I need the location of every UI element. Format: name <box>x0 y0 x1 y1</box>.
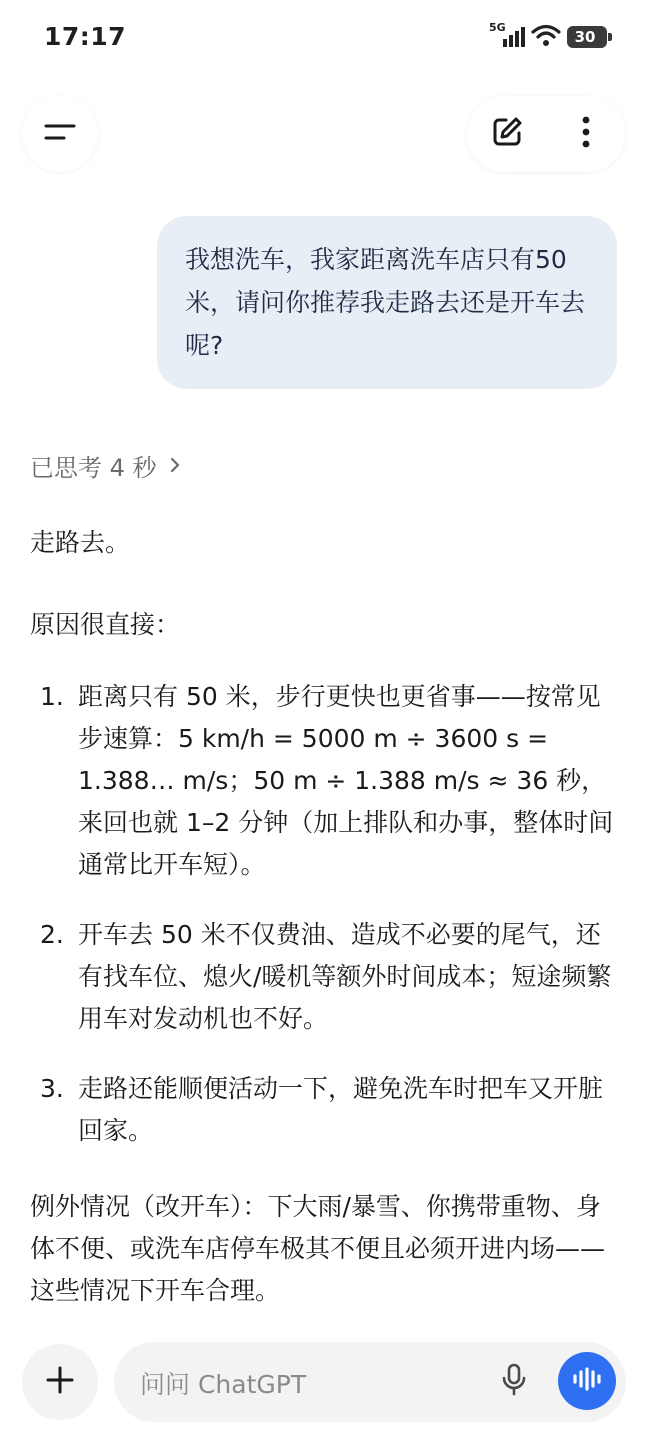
list-item-text: 开车去 50 米不仅费油、造成不必要的尾气，还有找车位、熄火/暖机等额外时间成本；短途频繁用车对发动机也不好。 <box>78 920 612 1033</box>
menu-icon <box>44 121 76 147</box>
header-actions <box>467 96 625 172</box>
list-item-text: 距离只有 50 米，步行更快也更省事——按常见步速算：5 km/h = 5000 m ÷ 3600 s = 1.388… m/s；50 m ÷ 1.388 m/s ≈ 36 秒，来回也就 1–2 分钟（加上排队和办事，整体时间通常比开车短）。 <box>78 682 614 879</box>
thinking-label: 已思考 4 秒 <box>30 454 157 482</box>
list-item-number: 1. <box>40 682 64 711</box>
wifi-icon <box>531 23 561 51</box>
status-bar <box>0 0 647 76</box>
list-item <box>30 1068 620 1152</box>
assistant-answer <box>30 522 620 1312</box>
more-vertical-icon <box>581 115 591 153</box>
list-item <box>30 914 620 1040</box>
plus-icon <box>45 1365 75 1399</box>
system-icons <box>489 22 607 52</box>
battery-level: 30 <box>574 28 596 46</box>
dictation-button[interactable] <box>490 1358 538 1406</box>
more-button[interactable] <box>558 106 614 162</box>
new-chat-button[interactable] <box>479 106 535 162</box>
voice-waveform-icon <box>572 1367 602 1395</box>
edit-icon <box>490 115 524 153</box>
attach-button[interactable] <box>22 1344 98 1420</box>
microphone-icon <box>501 1363 527 1401</box>
list-item-number: 3. <box>40 1074 64 1103</box>
thinking-summary[interactable] <box>30 448 181 483</box>
answer-reason-heading: 原因很直接： <box>30 610 181 639</box>
composer-bar <box>0 1336 647 1440</box>
list-item-text: 走路还能顺便活动一下，避免洗车时把车又开脏回家。 <box>78 1074 604 1145</box>
network-type: 5G <box>489 21 506 34</box>
chevron-right-icon <box>169 452 181 480</box>
voice-mode-button[interactable] <box>558 1352 616 1410</box>
menu-button[interactable] <box>22 96 98 172</box>
user-message-bubble <box>157 216 617 389</box>
status-time: 17:17 <box>44 22 127 51</box>
message-input[interactable] <box>114 1342 626 1422</box>
signal-icon <box>489 21 525 49</box>
user-message-text: 我想洗车，我家距离洗车店只有50米，请问你推荐我走路去还是开车去呢? <box>185 245 586 360</box>
list-item <box>30 676 620 886</box>
list-item-number: 2. <box>40 920 64 949</box>
answer-intro: 走路去。 <box>30 528 131 557</box>
reason-list <box>30 676 620 1152</box>
top-bar <box>0 96 647 176</box>
battery-icon <box>567 26 607 48</box>
message-input-placeholder: 问问 ChatGPT <box>140 1370 307 1399</box>
answer-exception: 例外情况（改开车）：下大雨/暴雪、你携带重物、身体不便、或洗车店停车极其不便且必须开进内场——这些情况下开车合理。 <box>30 1192 606 1305</box>
